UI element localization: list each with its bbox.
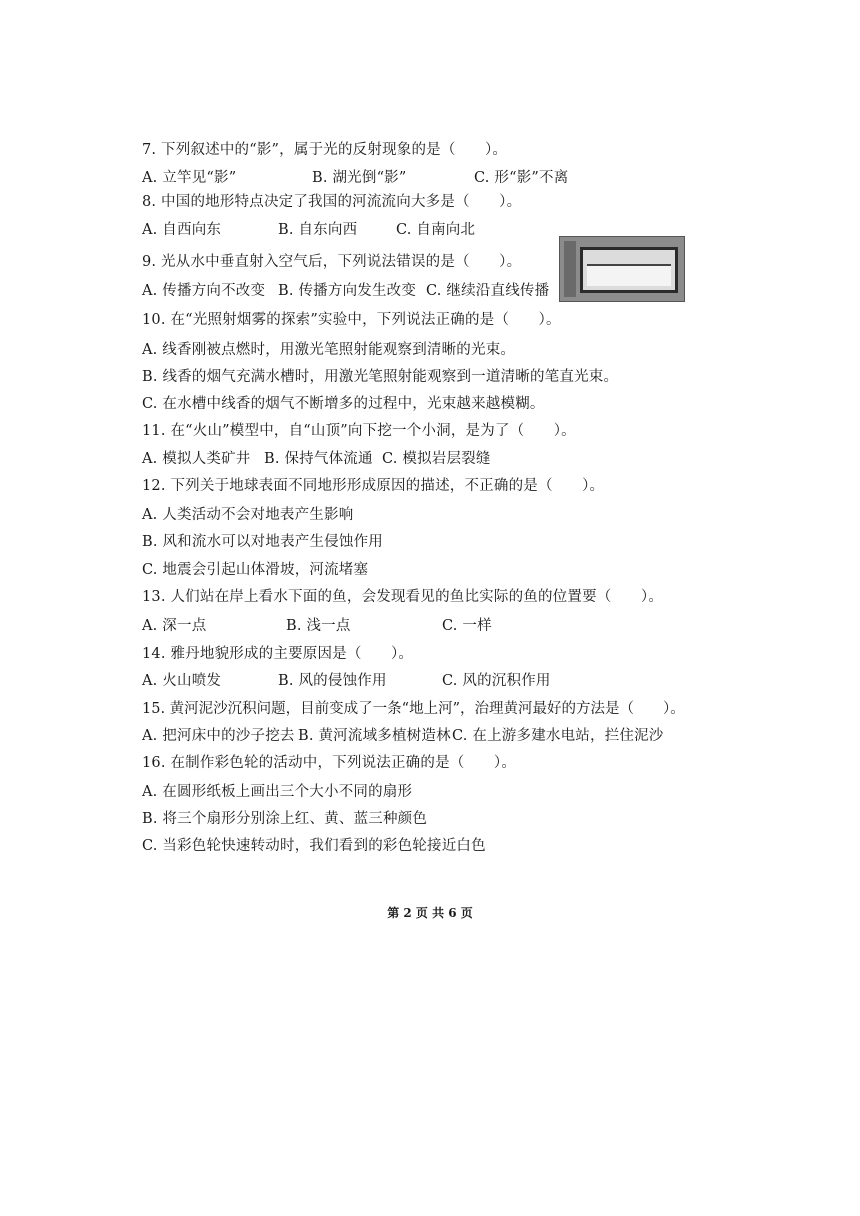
q11-option-a: A. 模拟人类矿井 (142, 451, 251, 467)
q13-option-c: C. 一样 (442, 618, 492, 634)
q12-option-c: C. 地震会引起山体滑坡，河流堵塞 (142, 562, 369, 578)
q14-option-b: B. 风的侵蚀作用 (278, 673, 387, 689)
water-tank-photo (559, 236, 685, 302)
q15-option-a: A. 把河床中的沙子挖去 (142, 728, 295, 744)
q8-option-a: A. 自西向东 (142, 222, 222, 238)
q9-option-b: B. 传播方向发生改变 (278, 283, 417, 299)
q9-option-a: A. 传播方向不改变 (142, 283, 266, 299)
q10-option-c: C. 在水槽中线香的烟气不断增多的过程中，光束越来越模糊。 (142, 396, 545, 412)
question-13-stem: 13. 人们站在岸上看水下面的鱼，会发现看见的鱼比实际的鱼的位置要（ ）。 (142, 589, 664, 605)
q13-option-b: B. 浅一点 (286, 618, 351, 634)
q13-option-a: A. 深一点 (142, 618, 207, 634)
q11-option-c: C. 模拟岩层裂缝 (382, 451, 491, 467)
q16-option-b: B. 将三个扇形分别涂上红、黄、蓝三种颜色 (142, 811, 428, 827)
water-tank (580, 247, 678, 293)
q10-option-b: B. 线香的烟气充满水槽时，用激光笔照射能观察到一道清晰的笔直光束。 (142, 369, 619, 385)
q8-option-b: B. 自东向西 (278, 222, 358, 238)
question-9-stem: 9. 光从水中垂直射入空气后，下列说法错误的是（ ）。 (142, 254, 522, 270)
q9-option-c: C. 继续沿直线传播 (426, 283, 550, 299)
q15-option-c: C. 在上游多建水电站，拦住泥沙 (452, 728, 664, 744)
question-14-stem: 14. 雅丹地貌形成的主要原因是（ ）。 (142, 646, 414, 662)
q12-option-a: A. 人类活动不会对地表产生影响 (142, 507, 354, 523)
q8-option-c: C. 自南向北 (396, 222, 476, 238)
question-11-stem: 11. 在“火山”模型中，自“山顶”向下挖一个小洞，是为了（ ）。 (142, 423, 576, 439)
q15-option-b: B. 黄河流域多植树造林 (298, 728, 451, 744)
question-16-stem: 16. 在制作彩色轮的活动中，下列说法正确的是（ ）。 (142, 755, 517, 771)
page-number-footer: 第 2 页 共 6 页 (387, 906, 473, 920)
q12-option-b: B. 风和流水可以对地表产生侵蚀作用 (142, 534, 383, 550)
q7-option-b: B. 湖光倒“影” (312, 170, 407, 186)
water-surface (587, 264, 671, 286)
q14-option-a: A. 火山喷发 (142, 673, 222, 689)
q14-option-c: C. 风的沉积作用 (442, 673, 551, 689)
question-8-stem: 8. 中国的地形特点决定了我国的河流流向大多是（ ）。 (142, 194, 522, 210)
q16-option-a: A. 在圆形纸板上画出三个大小不同的扇形 (142, 784, 413, 800)
question-7-stem: 7. 下列叙述中的“影”，属于光的反射现象的是（ ）。 (142, 142, 508, 158)
q7-option-a: A. 立竿见“影” (142, 170, 237, 186)
q7-option-c: C. 形“影”不离 (474, 170, 569, 186)
q11-option-b: B. 保持气体流通 (264, 451, 373, 467)
q10-option-a: A. 线香刚被点燃时，用激光笔照射能观察到清晰的光束。 (142, 342, 516, 358)
question-10-stem: 10. 在“光照射烟雾的探索”实验中，下列说法正确的是（ ）。 (142, 312, 561, 328)
question-15-stem: 15. 黄河泥沙沉积问题，目前变成了一条“地上河”，治理黄河最好的方法是（ ）。 (142, 701, 685, 717)
q16-option-c: C. 当彩色轮快速转动时，我们看到的彩色轮接近白色 (142, 838, 486, 854)
photo-shadow (564, 241, 576, 297)
question-12-stem: 12. 下列关于地球表面不同地形形成原因的描述，不正确的是（ ）。 (142, 478, 605, 494)
